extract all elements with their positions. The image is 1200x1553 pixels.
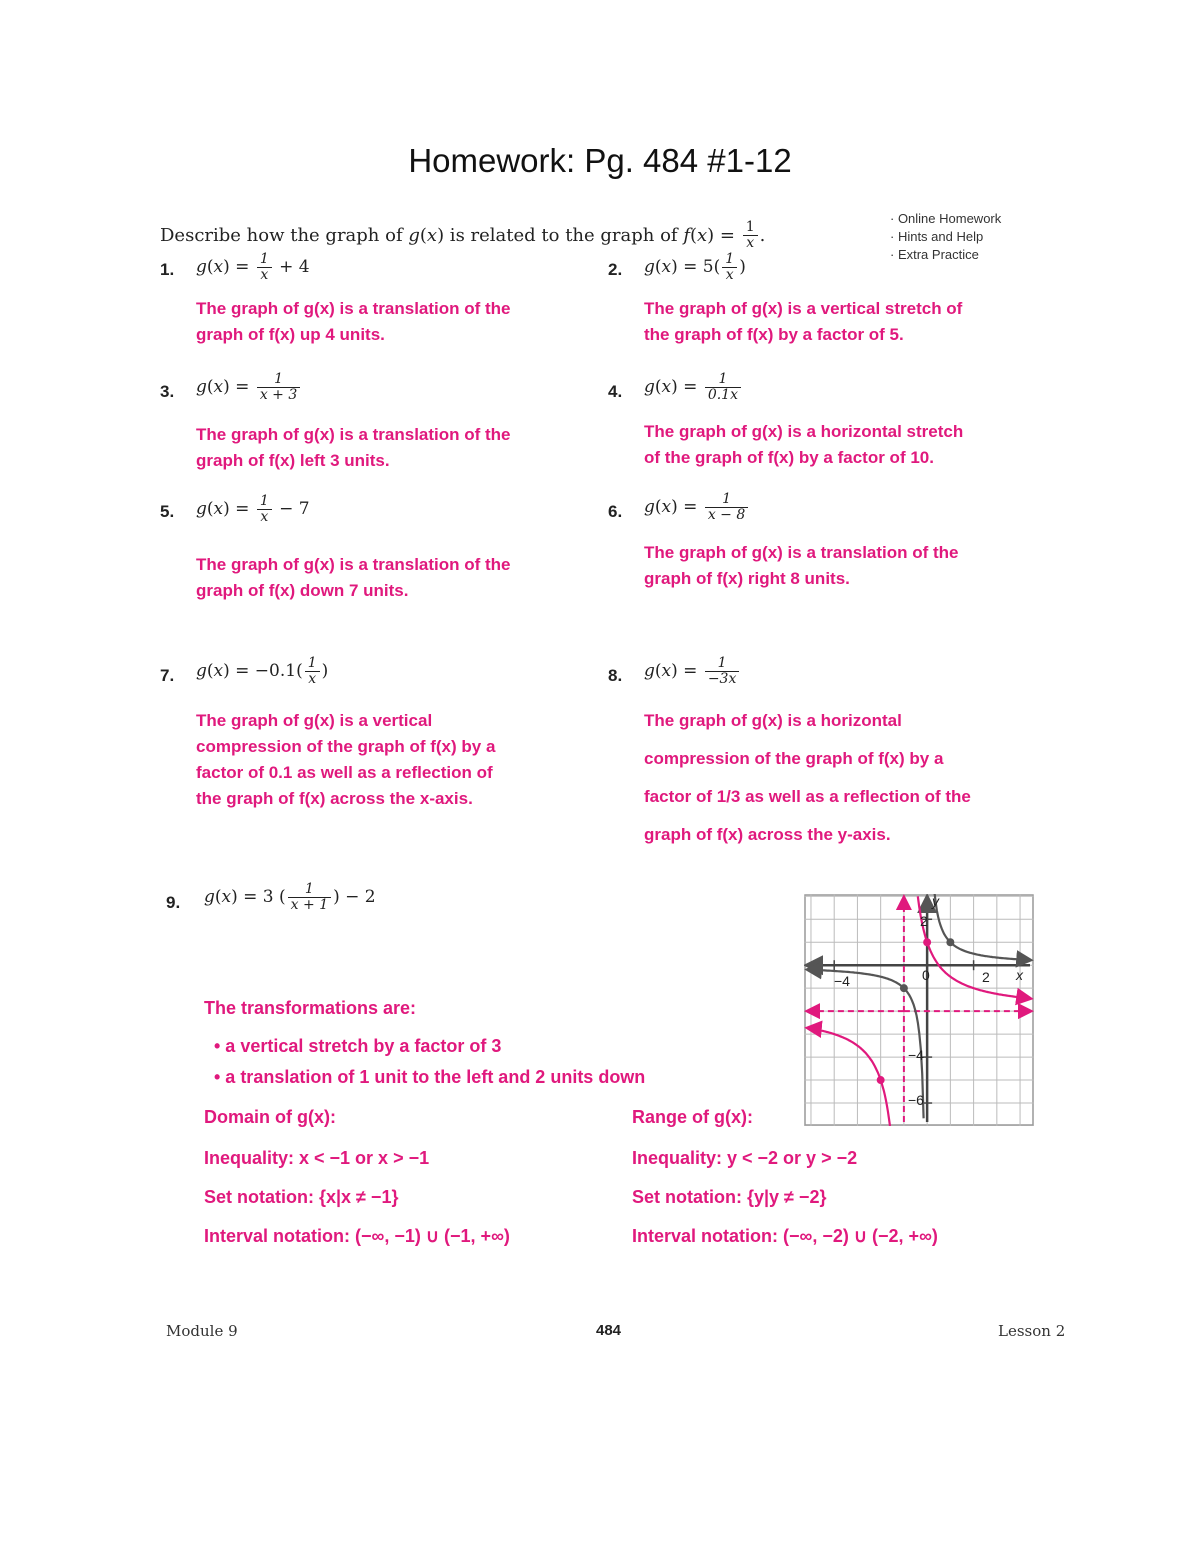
resource-extra-practice: · Extra Practice <box>890 247 979 262</box>
problem-number: 6. <box>608 502 623 521</box>
problem-equation: g(x) = $\frac{1}{x - 8}$ <box>644 492 750 523</box>
problem-equation: g(x) = 3 ( $\frac{1}{x + 1}$ ) − 2 <box>204 881 376 913</box>
resource-online-homework: · Online Homework <box>890 211 1002 226</box>
problem-equation: g(x) = $\frac{1}{x}$ − 7 <box>196 493 310 525</box>
problem-number: 9. <box>166 893 181 912</box>
tick-label-y-neg4: −4 <box>908 1047 924 1063</box>
transformed-point <box>877 1076 885 1084</box>
domain-heading: Domain of g(x): <box>204 1107 336 1127</box>
tick-label-x-neg4: −4 <box>834 973 850 989</box>
function-graph <box>804 894 1034 1126</box>
tick-label-y-2: 2 <box>920 913 928 929</box>
resources-list <box>890 210 1001 264</box>
domain-set-notation: Set notation: {x|x ≠ −1} <box>204 1187 399 1207</box>
problem-equation: g(x) = $\frac{1}{0.1x}$ <box>644 372 743 403</box>
problem-equation: g(x) = $\frac{1}{x + 3}$ <box>196 372 302 403</box>
problem-number: 4. <box>608 382 623 401</box>
problem-number: 7. <box>160 666 175 685</box>
problem-equation: g(x) = $\frac{1}{x}$ + 4 <box>196 251 310 283</box>
graph-frame <box>805 895 1033 1125</box>
footer-lesson: Lesson 2 <box>998 1322 1066 1340</box>
tick-label-x-2: 2 <box>982 969 990 985</box>
problem-answer: The graph of g(x) is a vertical stretch of the graph of f(x) by a factor of 5. <box>644 299 963 344</box>
problem-answer: The graph of g(x) is a horizontal compression of the graph of f(x) by a factor of 1/3 as well as a reflection of the graph of f(x) across the y-axis. <box>644 711 971 844</box>
domain-inequality: Inequality: x < −1 or x > −1 <box>204 1148 430 1168</box>
transformation-bullet: • a translation of 1 unit to the left and 2 units down <box>214 1067 646 1087</box>
problem-answer: The graph of g(x) is a translation of the graph of f(x) up 4 units. <box>196 299 511 344</box>
parent-point <box>946 938 954 946</box>
problem-answer: The graph of g(x) is a translation of the graph of f(x) left 3 units. <box>196 425 511 470</box>
y-axis-label: y <box>932 894 939 909</box>
instruction-text: Describe how the graph of g(x) is related to the graph of f(x) = $\frac{1}{x}$ . <box>160 219 766 251</box>
footer-module: Module 9 <box>166 1322 238 1340</box>
problem-number: 3. <box>160 382 175 401</box>
x-axis-label: x <box>1016 967 1023 983</box>
page-title: Homework: Pg. 484 #1-12 <box>408 142 792 179</box>
tick-label-x-0: 0 <box>922 967 930 983</box>
problem-number: 1. <box>160 260 175 279</box>
footer-page-number: 484 <box>596 1322 622 1339</box>
problem-equation: g(x) = $\frac{1}{-3x}$ <box>644 656 741 687</box>
problem-equation: g(x) = −0.1( $\frac{1}{x}$ ) <box>196 655 329 687</box>
range-heading: Range of g(x): <box>632 1107 753 1127</box>
problem-equation: g(x) = 5( $\frac{1}{x}$ ) <box>644 251 746 283</box>
domain-interval-notation: Interval notation: (−∞, −1) ∪ (−1, +∞) <box>204 1226 510 1246</box>
range-inequality: Inequality: y < −2 or y > −2 <box>632 1148 858 1168</box>
problem-answer: The graph of g(x) is a horizontal stretch of the graph of f(x) by a factor of 10. <box>644 422 964 467</box>
tick-label-y-neg6: −6 <box>908 1092 924 1108</box>
problem-number: 2. <box>608 260 623 279</box>
problem-number: 5. <box>160 502 175 521</box>
transformation-bullet: • a vertical stretch by a factor of 3 <box>214 1036 502 1056</box>
transformed-point <box>923 938 931 946</box>
transformations-heading: The transformations are: <box>204 998 417 1018</box>
problem-number: 8. <box>608 666 623 685</box>
problem-answer: The graph of g(x) is a translation of the graph of f(x) right 8 units. <box>644 543 959 588</box>
instruction <box>160 220 765 251</box>
range-interval-notation: Interval notation: (−∞, −2) ∪ (−2, +∞) <box>632 1226 938 1246</box>
problem-answer: The graph of g(x) is a vertical compression of the graph of f(x) by a factor of 0.1 as well as a reflection of the graph of f(x) across the x-axis. <box>196 711 496 808</box>
problem-answer: The graph of g(x) is a translation of the graph of f(x) down 7 units. <box>196 555 511 600</box>
range-set-notation: Set notation: {y|y ≠ −2} <box>632 1187 827 1207</box>
parent-point <box>900 984 908 992</box>
resource-hints-help: · Hints and Help <box>890 229 984 244</box>
